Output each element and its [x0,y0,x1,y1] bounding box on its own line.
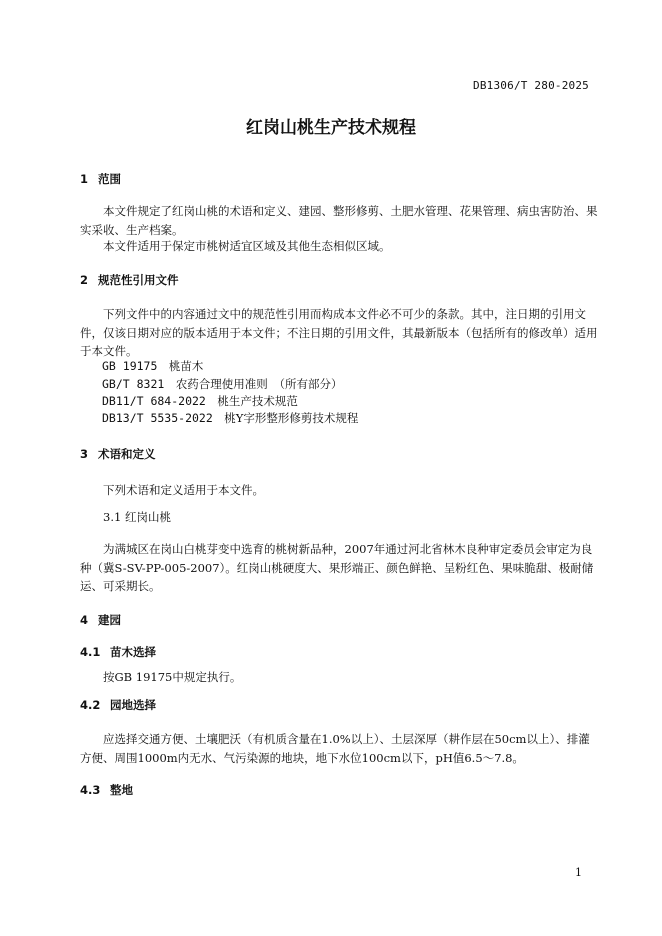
section-4-heading [80,612,121,628]
term-name: 红岗山桃 [124,510,171,524]
reference-name: 桃Y字形整形修剪技术规程 [224,411,359,425]
section-title: 术语和定义 [98,447,156,461]
reference-item [102,409,358,427]
section-title: 规范性引用文件 [98,273,179,287]
reference-code: GB/T 8321 [102,377,165,391]
subsection-number: 4.3 [80,783,101,797]
document-title: 红岗山桃生产技术规程 [246,118,416,138]
subsection-title: 苗木选择 [110,645,156,659]
section-title: 建园 [98,613,121,627]
reference-name: 农药合理使用准则 （所有部分） [175,377,343,391]
term-number: 3.1 [103,510,122,524]
section-1-heading [80,171,121,187]
section-3-intro: 下列术语和定义适用于本文件。 [103,483,264,497]
term-definition: 为满城区在岗山白桃芽变中选育的桃树新品种，2007年通过河北省林木良种审定委员会审定为良种（冀S-SV-PP-005-2007）。红岗山桃硬度大、果形端正、颜色鲜艳、呈粉红色、果味脆甜、极耐储运、可采期长。 [80,542,594,593]
subsection-4-2-heading [80,697,156,713]
section-number: 4 [80,613,89,627]
subsection-number: 4.1 [80,645,101,659]
page-number: 1 [575,866,582,879]
reference-item [102,375,343,393]
reference-code: DB11/T 684-2022 [102,394,206,408]
document-number: DB1306/T 280-2025 [473,79,589,92]
section-number: 3 [80,447,89,461]
subsection-title: 整地 [110,783,133,797]
subsection-4-3-heading [80,782,133,798]
reference-code: GB 19175 [102,359,158,373]
section-1-paragraph-1: 本文件规定了红岗山桃的术语和定义、建园、整形修剪、土肥水管理、花果管理、病虫害防治、果实采收、生产档案。 [80,204,598,237]
term-heading [103,508,171,526]
section-2-heading [80,272,179,288]
subsection-4-2-text: 应选择交通方便、土壤肥沃（有机质含量在1.0%以上）、土层深厚（耕作层在50cm以上）、排灌方便、周围1000m内无水、气污染源的地块，地下水位100cm以下，pH值6.5～7.8。 [80,732,590,765]
reference-item [102,357,203,375]
section-number: 2 [80,273,89,287]
section-1-paragraph-2: 本文件适用于保定市桃树适宜区域及其他生态相似区域。 [103,239,391,253]
reference-name: 桃生产技术规范 [217,394,298,408]
reference-item [102,392,298,410]
section-title: 范围 [98,172,121,186]
subsection-4-1-heading [80,644,156,660]
section-2-intro: 下列文件中的内容通过文中的规范性引用而构成本文件必不可少的条款。其中，注日期的引用文件，仅该日期对应的版本适用于本文件；不注日期的引用文件，其最新版本（包括所有的修改单）适用于本文件。 [80,307,598,358]
reference-name: 桃苗木 [168,359,204,373]
section-number: 1 [80,172,89,186]
reference-code: DB13/T 5535-2022 [102,411,213,425]
subsection-title: 园地选择 [110,698,156,712]
section-3-heading [80,446,156,462]
subsection-number: 4.2 [80,698,101,712]
subsection-4-1-text: 按GB 19175中规定执行。 [103,670,242,684]
